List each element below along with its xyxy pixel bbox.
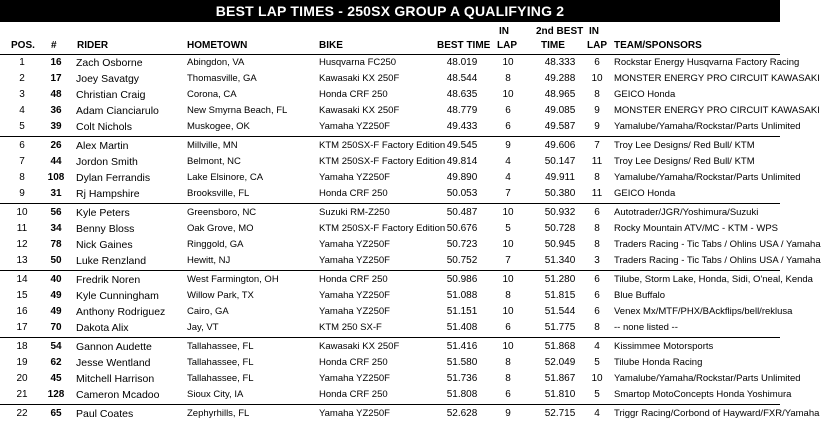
group-divider xyxy=(0,136,780,137)
cell-in-lap-2: 10 xyxy=(591,373,603,384)
header-in-lap-2-top: IN xyxy=(589,26,599,37)
cell-pos: 5 xyxy=(19,121,25,132)
cell-rider: Mitchell Harrison xyxy=(76,373,155,385)
cell-in-lap-1: 4 xyxy=(505,172,511,183)
cell-best-time: 49.545 xyxy=(446,140,478,151)
table-row xyxy=(0,154,780,170)
cell-team: Tilube, Storm Lake, Honda, Sidi, O'neal, Kenda xyxy=(614,274,813,285)
cell-number: 78 xyxy=(50,239,62,250)
cell-in-lap-2: 6 xyxy=(594,274,600,285)
cell-team: MONSTER ENERGY PRO CIRCUIT KAWASAKI xyxy=(614,105,820,116)
cell-pos: 13 xyxy=(16,255,28,266)
cell-pos: 20 xyxy=(16,373,28,384)
cell-in-lap-2: 3 xyxy=(594,255,600,266)
cell-hometown: Jay, VT xyxy=(187,322,219,333)
cell-second-best: 49.085 xyxy=(544,105,576,116)
cell-number: 40 xyxy=(50,274,62,285)
cell-in-lap-1: 10 xyxy=(502,207,514,218)
header-hometown: HOMETOWN xyxy=(187,40,248,51)
cell-pos: 15 xyxy=(16,290,28,301)
cell-rider: Zach Osborne xyxy=(76,57,143,69)
header-in-lap-1-top: IN xyxy=(499,26,509,37)
cell-in-lap-2: 11 xyxy=(591,188,603,199)
cell-in-lap-1: 6 xyxy=(505,389,511,400)
cell-second-best: 51.867 xyxy=(544,373,576,384)
group-divider xyxy=(0,337,780,338)
cell-best-time: 50.487 xyxy=(446,207,478,218)
cell-pos: 17 xyxy=(16,322,28,333)
cell-bike: KTM 250SX-F Factory Edition xyxy=(319,140,446,151)
table-row xyxy=(0,87,780,103)
cell-in-lap-1: 10 xyxy=(502,341,514,352)
table-row xyxy=(0,170,801,186)
cell-number: 56 xyxy=(50,207,62,218)
cell-pos: 7 xyxy=(19,156,25,167)
cell-hometown: Ringgold, GA xyxy=(187,239,244,250)
cell-bike: KTM 250SX-F Factory Edition xyxy=(319,156,446,167)
table-header xyxy=(0,22,780,54)
cell-bike: Yamaha YZ250F xyxy=(319,255,390,266)
cell-hometown: Tallahassee, FL xyxy=(187,357,254,368)
cell-second-best: 51.868 xyxy=(544,341,576,352)
cell-hometown: Tallahassee, FL xyxy=(187,373,254,384)
cell-best-time: 51.416 xyxy=(446,341,478,352)
table-row xyxy=(0,237,821,253)
cell-pos: 11 xyxy=(16,223,28,234)
cell-best-time: 52.628 xyxy=(446,408,478,419)
table-row xyxy=(0,71,820,87)
cell-best-time: 51.808 xyxy=(446,389,478,400)
table-row xyxy=(0,103,820,119)
table-row xyxy=(0,119,801,135)
cell-team: MONSTER ENERGY PRO CIRCUIT KAWASAKI xyxy=(614,73,820,84)
cell-second-best: 48.965 xyxy=(544,89,576,100)
cell-in-lap-2: 5 xyxy=(594,357,600,368)
cell-in-lap-1: 9 xyxy=(505,140,511,151)
cell-bike: Honda CRF 250 xyxy=(319,89,388,100)
header-in-lap-1-bottom: LAP xyxy=(497,40,517,51)
cell-bike: Yamaha YZ250F xyxy=(319,121,390,132)
cell-pos: 22 xyxy=(16,408,28,419)
cell-team: Tilube Honda Racing xyxy=(614,357,703,368)
cell-pos: 3 xyxy=(19,89,25,100)
cell-pos: 10 xyxy=(16,207,28,218)
cell-number: 50 xyxy=(50,255,62,266)
cell-second-best: 49.911 xyxy=(545,172,575,183)
table-row xyxy=(0,272,813,288)
cell-hometown: Hewitt, NJ xyxy=(187,255,231,266)
cell-team: Smartop MotoConcepts Honda Yoshimura xyxy=(614,389,792,400)
header-number: # xyxy=(51,40,57,51)
group-divider xyxy=(0,270,780,271)
cell-bike: Kawasaki KX 250F xyxy=(319,105,400,116)
cell-rider: Kyle Cunningham xyxy=(76,290,159,302)
cell-team: GEICO Honda xyxy=(614,188,676,199)
cell-in-lap-1: 8 xyxy=(505,290,511,301)
cell-in-lap-1: 10 xyxy=(502,239,514,250)
cell-team: Triggr Racing/Corbond of Hayward/FXR/Yamaha xyxy=(614,408,820,419)
cell-bike: Yamaha YZ250F xyxy=(319,408,390,419)
cell-rider: Dylan Ferrandis xyxy=(76,172,151,184)
cell-team: Yamalube/Yamaha/Rockstar/Parts Unlimited xyxy=(614,121,801,132)
cell-rider: Kyle Peters xyxy=(76,207,130,219)
cell-number: 54 xyxy=(50,341,62,352)
cell-pos: 1 xyxy=(19,57,25,68)
cell-team: Traders Racing - Tic Tabs / Ohlins USA / Yamaha xyxy=(614,239,821,250)
cell-bike: KTM 250 SX-F xyxy=(319,322,382,333)
table-row xyxy=(0,355,780,371)
cell-in-lap-1: 9 xyxy=(505,408,511,419)
table-row xyxy=(0,406,820,422)
cell-hometown: Millville, MN xyxy=(187,140,238,151)
table-row xyxy=(0,138,780,154)
cell-best-time: 50.053 xyxy=(446,188,478,199)
header-second-best-top: 2nd BEST xyxy=(536,26,584,37)
cell-team: Yamalube/Yamaha/Rockstar/Parts Unlimited xyxy=(614,172,801,183)
cell-in-lap-1: 4 xyxy=(505,156,511,167)
cell-in-lap-2: 8 xyxy=(594,89,600,100)
cell-second-best: 50.380 xyxy=(544,188,576,199)
cell-rider: Anthony Rodriguez xyxy=(76,306,166,318)
group-divider xyxy=(0,203,780,204)
cell-team: Yamalube/Yamaha/Rockstar/Parts Unlimited xyxy=(614,373,801,384)
cell-hometown: West Farmington, OH xyxy=(187,274,279,285)
cell-second-best: 50.932 xyxy=(544,207,576,218)
cell-bike: Kawasaki KX 250F xyxy=(319,73,400,84)
cell-number: 62 xyxy=(50,357,62,368)
cell-in-lap-1: 10 xyxy=(502,274,514,285)
cell-hometown: Belmont, NC xyxy=(187,156,241,167)
cell-second-best: 52.715 xyxy=(544,408,576,419)
header-best-time: BEST TIME xyxy=(437,40,491,51)
cell-in-lap-2: 6 xyxy=(594,57,600,68)
cell-second-best: 51.815 xyxy=(544,290,576,301)
cell-best-time: 48.779 xyxy=(446,105,478,116)
cell-in-lap-2: 6 xyxy=(594,290,600,301)
cell-in-lap-1: 6 xyxy=(505,121,511,132)
cell-bike: Yamaha YZ250F xyxy=(319,239,390,250)
cell-rider: Alex Martin xyxy=(76,140,129,152)
cell-bike: Suzuki RM-Z250 xyxy=(319,207,390,218)
cell-pos: 6 xyxy=(19,140,25,151)
cell-team: Blue Buffalo xyxy=(614,290,666,301)
cell-bike: Honda CRF 250 xyxy=(319,389,388,400)
header-pos: POS. xyxy=(11,40,35,51)
cell-team: Troy Lee Designs/ Red Bull/ KTM xyxy=(614,140,755,151)
table-row xyxy=(0,221,780,237)
cell-hometown: Abingdon, VA xyxy=(187,57,245,68)
cell-in-lap-1: 8 xyxy=(505,73,511,84)
cell-best-time: 50.752 xyxy=(446,255,478,266)
cell-number: 48 xyxy=(50,89,62,100)
cell-hometown: Oak Grove, MO xyxy=(187,223,254,234)
cell-team: Autotrader/JGR/Yoshimura/Suzuki xyxy=(614,207,759,218)
cell-in-lap-2: 11 xyxy=(591,156,603,167)
cell-in-lap-1: 7 xyxy=(505,255,511,266)
header-divider xyxy=(0,54,780,55)
header-bike: BIKE xyxy=(319,40,343,51)
cell-in-lap-2: 8 xyxy=(594,322,600,333)
cell-second-best: 48.333 xyxy=(544,57,576,68)
table-row xyxy=(0,320,780,336)
cell-best-time: 51.580 xyxy=(446,357,478,368)
cell-second-best: 51.810 xyxy=(544,389,576,400)
cell-hometown: Thomasville, GA xyxy=(187,73,257,84)
table-row xyxy=(0,371,801,387)
table-row xyxy=(0,55,800,71)
cell-bike: Husqvarna FC250 xyxy=(319,57,397,68)
cell-pos: 4 xyxy=(19,105,25,116)
cell-team: -- none listed -- xyxy=(614,322,678,333)
cell-second-best: 50.147 xyxy=(544,156,576,167)
cell-in-lap-1: 8 xyxy=(505,373,511,384)
cell-rider: Jesse Wentland xyxy=(76,357,151,369)
cell-best-time: 51.408 xyxy=(446,322,478,333)
cell-pos: 2 xyxy=(19,73,25,84)
cell-hometown: Corona, CA xyxy=(187,89,237,100)
header-rider: RIDER xyxy=(77,40,109,51)
cell-number: 17 xyxy=(50,73,62,84)
cell-number: 70 xyxy=(50,322,62,333)
header-team: TEAM/SPONSORS xyxy=(614,40,702,51)
cell-number: 44 xyxy=(50,156,62,167)
table-title: BEST LAP TIMES - 250SX GROUP A QUALIFYING 2 xyxy=(0,0,780,22)
cell-second-best: 50.728 xyxy=(544,223,576,234)
cell-best-time: 49.433 xyxy=(446,121,478,132)
cell-in-lap-1: 10 xyxy=(502,57,514,68)
cell-in-lap-2: 7 xyxy=(594,140,600,151)
cell-best-time: 48.544 xyxy=(446,73,478,84)
table-row xyxy=(0,304,793,320)
cell-best-time: 50.986 xyxy=(446,274,478,285)
cell-team: GEICO Honda xyxy=(614,89,676,100)
cell-number: 45 xyxy=(50,373,62,384)
cell-hometown: Lake Elsinore, CA xyxy=(187,172,264,183)
cell-rider: Adam Cianciarulo xyxy=(76,105,159,117)
table-row xyxy=(0,253,821,269)
cell-in-lap-1: 8 xyxy=(505,357,511,368)
cell-bike: Yamaha YZ250F xyxy=(319,306,390,317)
cell-bike: Honda CRF 250 xyxy=(319,274,388,285)
cell-number: 26 xyxy=(50,140,62,151)
cell-number: 65 xyxy=(50,408,62,419)
cell-bike: Yamaha YZ250F xyxy=(319,172,390,183)
cell-rider: Gannon Audette xyxy=(76,341,152,353)
cell-bike: Honda CRF 250 xyxy=(319,188,388,199)
cell-team: Rockstar Energy Husqvarna Factory Racing xyxy=(614,57,800,68)
cell-bike: Yamaha YZ250F xyxy=(319,373,390,384)
cell-rider: Nick Gaines xyxy=(76,239,133,251)
cell-team: Kissimmee Motorsports xyxy=(614,341,714,352)
cell-hometown: Cairo, GA xyxy=(187,306,229,317)
cell-pos: 18 xyxy=(16,341,28,352)
cell-hometown: Willow Park, TX xyxy=(187,290,254,301)
cell-number: 108 xyxy=(47,172,65,183)
cell-bike: KTM 250SX-F Factory Edition xyxy=(319,223,446,234)
header-second-best-bottom: TIME xyxy=(541,40,565,51)
cell-pos: 21 xyxy=(16,389,28,400)
cell-hometown: Greensboro, NC xyxy=(187,207,257,218)
cell-best-time: 50.676 xyxy=(446,223,478,234)
cell-in-lap-2: 8 xyxy=(594,239,600,250)
cell-in-lap-1: 10 xyxy=(502,306,514,317)
cell-rider: Fredrik Noren xyxy=(76,274,141,286)
cell-best-time: 51.151 xyxy=(446,306,478,317)
cell-best-time: 49.890 xyxy=(446,172,478,183)
cell-in-lap-2: 6 xyxy=(594,306,600,317)
cell-number: 128 xyxy=(47,389,65,400)
cell-rider: Benny Bloss xyxy=(76,223,135,235)
cell-rider: Paul Coates xyxy=(76,408,134,420)
cell-number: 49 xyxy=(50,306,62,317)
cell-pos: 12 xyxy=(16,239,28,250)
cell-in-lap-2: 4 xyxy=(594,341,600,352)
cell-team: Venex Mx/MTF/PHX/BAckflips/bell/reklusa xyxy=(614,306,793,317)
cell-pos: 8 xyxy=(19,172,25,183)
cell-in-lap-2: 8 xyxy=(594,223,600,234)
cell-pos: 9 xyxy=(19,188,25,199)
cell-in-lap-1: 6 xyxy=(505,105,511,116)
cell-hometown: Tallahassee, FL xyxy=(187,341,254,352)
table-row xyxy=(0,205,780,221)
cell-pos: 16 xyxy=(16,306,28,317)
cell-in-lap-1: 6 xyxy=(505,322,511,333)
cell-second-best: 49.606 xyxy=(544,140,576,151)
cell-in-lap-1: 5 xyxy=(505,223,511,234)
cell-hometown: Sioux City, IA xyxy=(187,389,244,400)
group-divider xyxy=(0,404,780,405)
cell-best-time: 50.723 xyxy=(446,239,478,250)
cell-bike: Yamaha YZ250F xyxy=(319,290,390,301)
cell-in-lap-2: 4 xyxy=(594,408,600,419)
cell-best-time: 48.019 xyxy=(446,57,478,68)
cell-number: 36 xyxy=(50,105,62,116)
table-row xyxy=(0,186,780,202)
cell-team: Traders Racing - Tic Tabs / Ohlins USA / Yamaha xyxy=(614,255,821,266)
cell-in-lap-2: 8 xyxy=(594,172,600,183)
cell-rider: Joey Savatgy xyxy=(76,73,140,85)
cell-in-lap-2: 6 xyxy=(594,207,600,218)
cell-second-best: 51.340 xyxy=(544,255,576,266)
cell-rider: Luke Renzland xyxy=(76,255,147,267)
cell-in-lap-2: 9 xyxy=(594,105,600,116)
cell-in-lap-2: 5 xyxy=(594,389,600,400)
table-row xyxy=(0,339,780,355)
cell-hometown: Muskogee, OK xyxy=(187,121,250,132)
cell-rider: Cameron Mcadoo xyxy=(76,389,160,401)
cell-hometown: Brooksville, FL xyxy=(187,188,250,199)
cell-second-best: 49.288 xyxy=(544,73,576,84)
cell-number: 16 xyxy=(50,57,62,68)
cell-best-time: 51.088 xyxy=(446,290,478,301)
table-row xyxy=(0,387,792,403)
cell-rider: Dakota Alix xyxy=(76,322,129,334)
cell-rider: Christian Craig xyxy=(76,89,146,101)
cell-hometown: New Smyrna Beach, FL xyxy=(187,105,288,116)
cell-rider: Jordon Smith xyxy=(76,156,138,168)
cell-in-lap-1: 7 xyxy=(505,188,511,199)
cell-team: Rocky Mountain ATV/MC - KTM - WPS xyxy=(614,223,778,234)
cell-bike: Kawasaki KX 250F xyxy=(319,341,400,352)
cell-pos: 19 xyxy=(16,357,28,368)
cell-rider: Colt Nichols xyxy=(76,121,133,133)
cell-number: 34 xyxy=(50,223,62,234)
cell-in-lap-2: 9 xyxy=(594,121,600,132)
cell-second-best: 51.775 xyxy=(544,322,576,333)
cell-bike: Honda CRF 250 xyxy=(319,357,388,368)
cell-best-time: 51.736 xyxy=(446,373,478,384)
cell-number: 31 xyxy=(50,188,62,199)
cell-rider: Rj Hampshire xyxy=(76,188,140,200)
cell-in-lap-2: 10 xyxy=(591,73,603,84)
cell-second-best: 50.945 xyxy=(544,239,576,250)
cell-best-time: 49.814 xyxy=(446,156,478,167)
cell-second-best: 52.049 xyxy=(544,357,576,368)
table-row xyxy=(0,288,780,304)
cell-number: 49 xyxy=(50,290,62,301)
header-in-lap-2-bottom: LAP xyxy=(587,40,607,51)
cell-second-best: 51.280 xyxy=(544,274,576,285)
cell-team: Troy Lee Designs/ Red Bull/ KTM xyxy=(614,156,755,167)
cell-pos: 14 xyxy=(16,274,28,285)
cell-in-lap-1: 10 xyxy=(502,89,514,100)
cell-second-best: 49.587 xyxy=(544,121,576,132)
cell-second-best: 51.544 xyxy=(544,306,576,317)
cell-best-time: 48.635 xyxy=(446,89,478,100)
cell-number: 39 xyxy=(50,121,62,132)
cell-hometown: Zephyrhills, FL xyxy=(187,408,250,419)
